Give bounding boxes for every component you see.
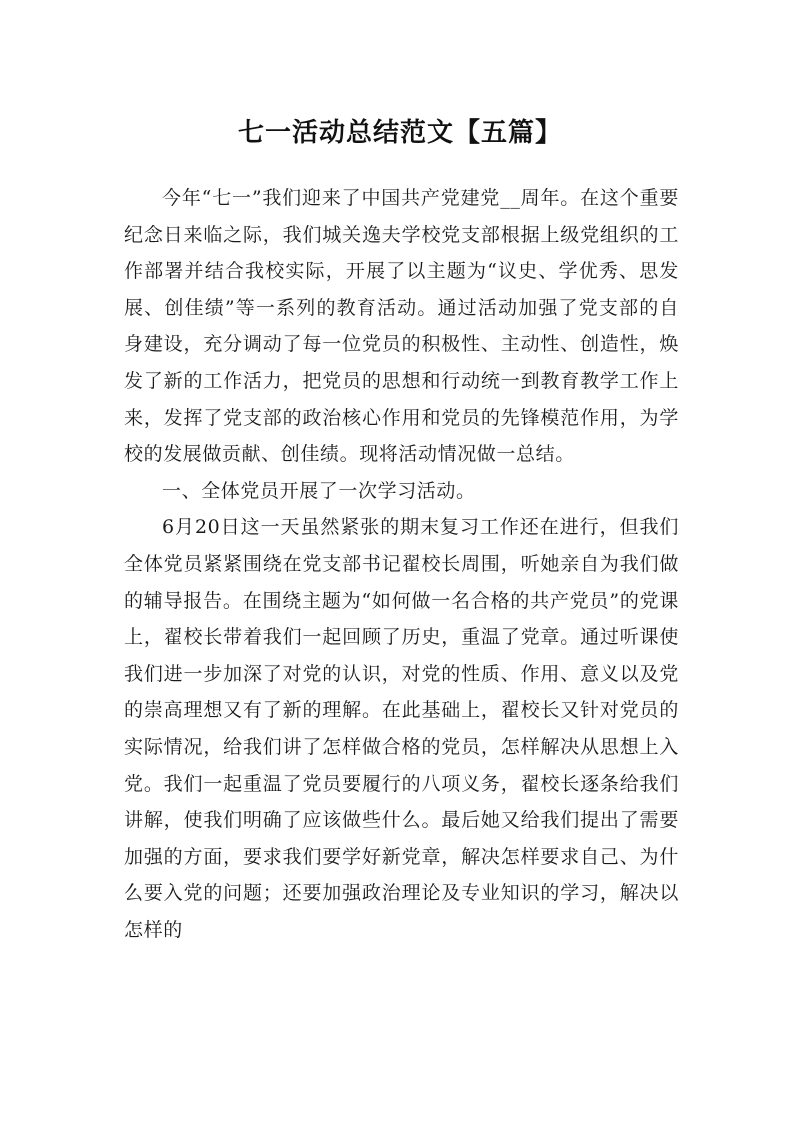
paragraph-intro: 今年“七一”我们迎来了中国共产党建党__周年。在这个重要纪念日来临之际，我们城关逸夫学校党支部根据上级党组织的工作部署并结合我校实际，开展了以主题为“议史、学优秀、思发展、创佳绩”等一系列的教育活动。通过活动加强了党支部的自身建设，充分调动了每一位党员的积极性、主动性、创造性，焕发了新的工作活力，把党员的思想和行动统一到教育教学工作上来，发挥了党支部的政治核心作用和党员的先锋模范作用，为学校的发展做贡献、创佳绩。现将活动情况做一总结。	[124, 187, 679, 466]
paragraph-study-activity: 6月20日这一天虽然紧张的期末复习工作还在进行，但我们全体党员紧紧围绕在党支部书记翟校长周围，听她亲自为我们做的辅导报告。在围绕主题为“如何做一名合格的共产党员”的党课上，翟校长带着我们一起回顾了历史，重温了党章。通过听课使我们进一步加深了对党的认识，对党的性质、作用、意义以及党的崇高理想又有了新的理解。在此基础上，翟校长又针对党员的实际情况，给我们讲了怎样做合格的党员，怎样解决从思想上入党。我们一起重温了党员要履行的八项义务，翟校长逐条给我们讲解，使我们明确了应该做些什么。最后她又给我们提出了需要加强的方面，要求我们要学好新党章，解决怎样要求自己、为什么要入党的问题；还要加强政治理论及专业知识的学习，解决以怎样的	[124, 516, 679, 941]
paragraph-section-heading: 一、全体党员开展了一次学习活动。	[162, 479, 476, 502]
document-title: 七一活动总结范文【五篇】	[237, 118, 562, 149]
document-body	[124, 180, 679, 948]
